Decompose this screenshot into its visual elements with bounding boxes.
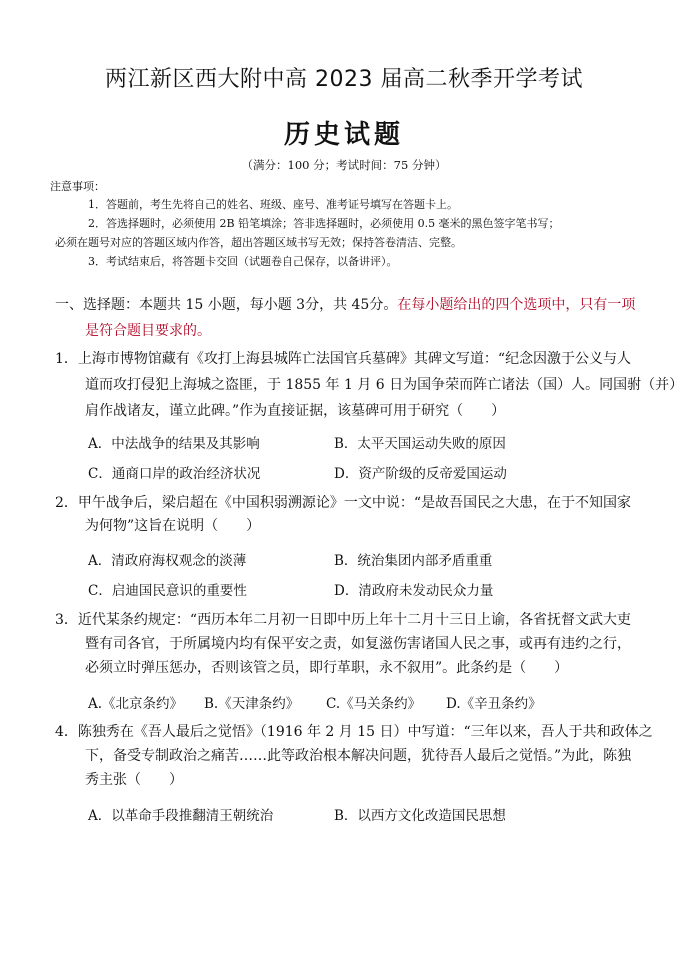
question-line: 道而攻打侵犯上海城之盗匪，于 1855 年 1 月 6 日为国争荣而阵亡诸法（国）人。同国驸（并） <box>85 377 684 393</box>
title-prefix: 两江新区西大附中高 <box>104 67 308 92</box>
section-intro-text: 一、选择题：本题共 15 小题，每小题 3分，共 45分。 <box>55 297 398 313</box>
option-b[interactable]: B．以西方文化改造国民思想 <box>334 808 506 824</box>
option-b[interactable]: B．太平天国运动失败的原因 <box>334 436 506 452</box>
exam-title <box>0 62 688 93</box>
option-c[interactable]: C．启迪国民意识的重要性 <box>88 583 247 599</box>
title-suffix: 届高二秋季开学考试 <box>380 67 584 92</box>
notice-heading: 注意事项： <box>50 180 105 193</box>
question-line: 3．近代某条约规定：“西历本年二月初一日即中历上年十二月十三日上谕，各省抚督文武大吏 <box>55 612 632 628</box>
option-a[interactable]: A.《北京条约》 <box>88 696 184 712</box>
section-intro-emphasis-2: 是符合题目要求的。 <box>85 323 211 339</box>
notice-line: 必须在题号对应的答题区域内作答，超出答题区域书写无效；保持答卷清洁、完整。 <box>55 236 462 249</box>
question-line: 暨有司各官，于所属境内均有保平安之责，如复滋伤害诸国人民之事，或再有违约之行， <box>85 636 631 652</box>
question-line: 必须立时弹压惩办，否则该管之员，即行革职，永不叙用”。此条约是（ ） <box>85 660 569 676</box>
section-intro-emphasis: 在每小题给出的四个选项中，只有一项 <box>397 297 636 313</box>
option-b[interactable]: B．统治集团内部矛盾重重 <box>334 553 493 569</box>
question-line: 为何物”这旨在说明（ ） <box>85 518 261 534</box>
notice-line: 1．答题前，考生先将自己的姓名、班级、座号、准考证号填写在答题卡上。 <box>88 198 458 211</box>
option-c[interactable]: C.《马关条约》 <box>326 696 422 712</box>
score-time-line: （满分：100 分；考试时间：75 分钟） <box>241 158 447 172</box>
question-line: 肩作战诸友，谨立此碑。”作为直接证据，该墓碑可用于研究（ ） <box>85 403 506 419</box>
question-line: 2．甲午战争后，梁启超在《中国积弱溯源论》一文中说：“是故吾国民之大患，在于不知国家 <box>55 495 632 511</box>
option-d[interactable]: D.《辛丑条约》 <box>446 696 542 712</box>
question-line: 4．陈独秀在《吾人最后之觉悟》（1916 年 2 月 15 日）中写道：“三年以来，吾人于共和政体之 <box>55 724 653 740</box>
option-a[interactable]: A．以革命手段推翻清王朝统治 <box>88 808 274 824</box>
option-a[interactable]: A．清政府海权观念的淡薄 <box>88 553 247 569</box>
option-c[interactable]: C．通商口岸的政治经济状况 <box>88 466 261 482</box>
option-d[interactable]: D．清政府未发动民众力量 <box>334 583 494 599</box>
option-b[interactable]: B.《天津条约》 <box>204 696 300 712</box>
section-intro <box>55 294 635 314</box>
question-line: 1．上海市博物馆藏有《攻打上海县城阵亡法国官兵墓碑》其碑文写道：“纪念因激于公义与人 <box>55 351 632 367</box>
question-line: 下，备受专制政治之痛苦……此等政治根本解决问题，犹待吾人最后之觉悟。”为此，陈独 <box>85 748 632 764</box>
option-a[interactable]: A．中法战争的结果及其影响 <box>88 436 260 452</box>
notice-line: 3．考试结束后，将答题卡交回（试题卷自己保存，以备讲评）。 <box>88 255 398 268</box>
notice-line: 2．答选择题时，必须使用 2B 铅笔填涂；答非选择题时，必须使用 0.5 毫米的黑色签字笔书写； <box>88 217 560 230</box>
question-line: 秀主张（ ） <box>85 772 183 788</box>
subject-heading: 历史试题 <box>283 120 404 150</box>
option-d[interactable]: D．资产阶级的反帝爱国运动 <box>334 466 507 482</box>
title-year: 2023 <box>315 67 373 92</box>
